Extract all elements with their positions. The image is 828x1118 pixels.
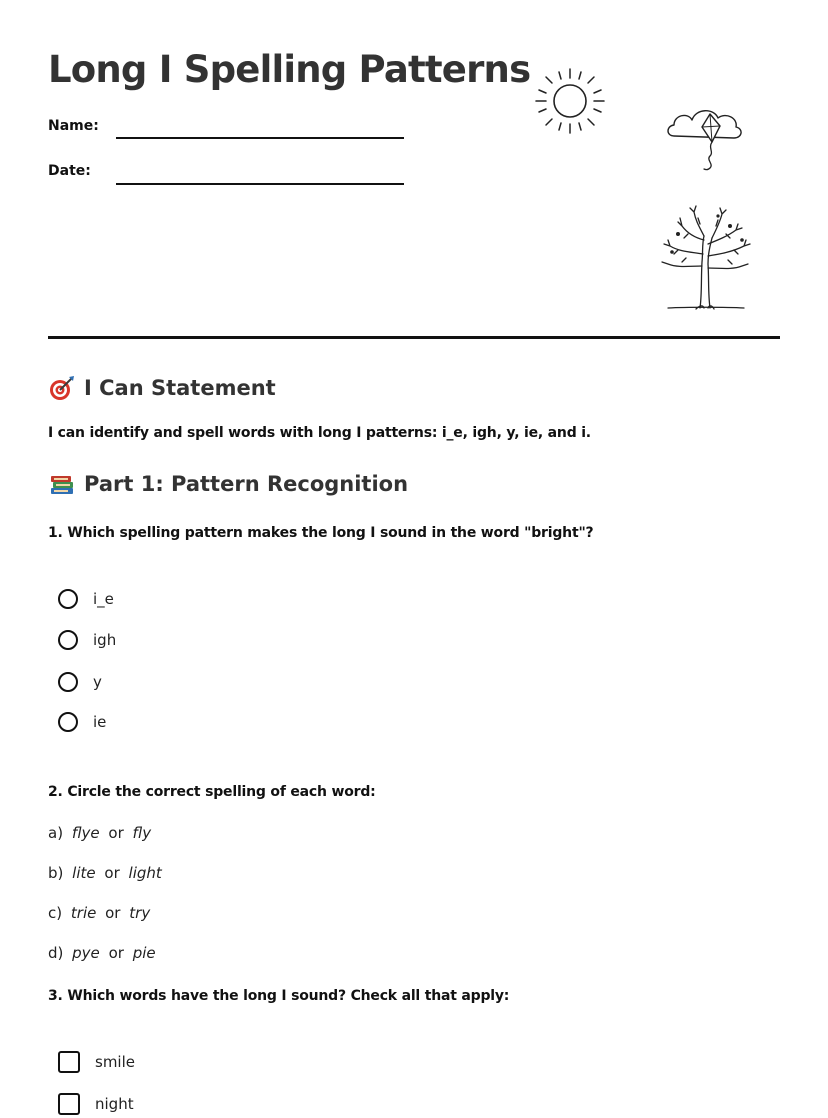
spelling-item-c [48,904,150,922]
spelling-choice[interactable]: pye [72,944,100,962]
checkbox[interactable] [58,1093,80,1115]
spelling-choice[interactable]: fly [132,824,152,842]
item-prefix: a) [48,824,64,842]
part1-heading-text: Part 1: Pattern Recognition [84,472,409,496]
question-1: 1. Which spelling pattern makes the long I sound in the word "bright"? [48,525,594,541]
q1-option-3[interactable] [58,672,102,692]
q3-option-1[interactable] [58,1051,135,1073]
option-label: smile [95,1053,135,1071]
option-label: night [95,1095,134,1113]
radio-button[interactable] [58,630,78,650]
spelling-item-a [48,824,151,842]
spelling-item-d [48,944,156,962]
spelling-choice[interactable]: flye [71,824,100,842]
name-field[interactable] [116,137,404,139]
spelling-choice[interactable]: try [129,904,151,922]
sun-icon [532,66,608,136]
i-can-heading-text: I Can Statement [84,376,276,400]
item-prefix: b) [48,864,64,882]
date-label: Date: [48,163,91,179]
question-3: 3. Which words have the long I sound? Check all that apply: [48,988,510,1004]
joiner-text: or [108,944,124,962]
item-prefix: d) [48,944,64,962]
joiner-text: or [104,864,120,882]
spelling-choice[interactable]: pie [132,944,156,962]
spelling-choice[interactable]: lite [72,864,96,882]
tree-icon [656,204,756,314]
books-icon [48,470,76,498]
spelling-choice[interactable]: trie [70,904,97,922]
header-divider [48,336,780,339]
date-field[interactable] [116,183,404,185]
radio-button[interactable] [58,589,78,609]
target-icon [48,374,76,402]
radio-button[interactable] [58,712,78,732]
q3-option-2[interactable] [58,1093,134,1115]
worksheet-title: Long I Spelling Patterns [48,48,531,91]
option-label: ie [93,713,107,731]
option-label: y [93,673,102,691]
spelling-item-b [48,864,162,882]
question-2: 2. Circle the correct spelling of each word: [48,784,376,800]
joiner-text: or [105,904,121,922]
part1-heading [48,470,408,498]
option-label: i_e [93,590,114,608]
q1-option-4[interactable] [58,712,106,732]
kite-icon [664,100,744,174]
q1-option-1[interactable] [58,589,114,609]
joiner-text: or [108,824,124,842]
item-prefix: c) [48,904,63,922]
i-can-heading [48,374,276,402]
name-label: Name: [48,118,99,134]
checkbox[interactable] [58,1051,80,1073]
spelling-choice[interactable]: light [128,864,162,882]
option-label: igh [93,631,117,649]
i-can-statement: I can identify and spell words with long I patterns: i_e, igh, y, ie, and i. [48,425,591,441]
q1-option-2[interactable] [58,630,116,650]
radio-button[interactable] [58,672,78,692]
